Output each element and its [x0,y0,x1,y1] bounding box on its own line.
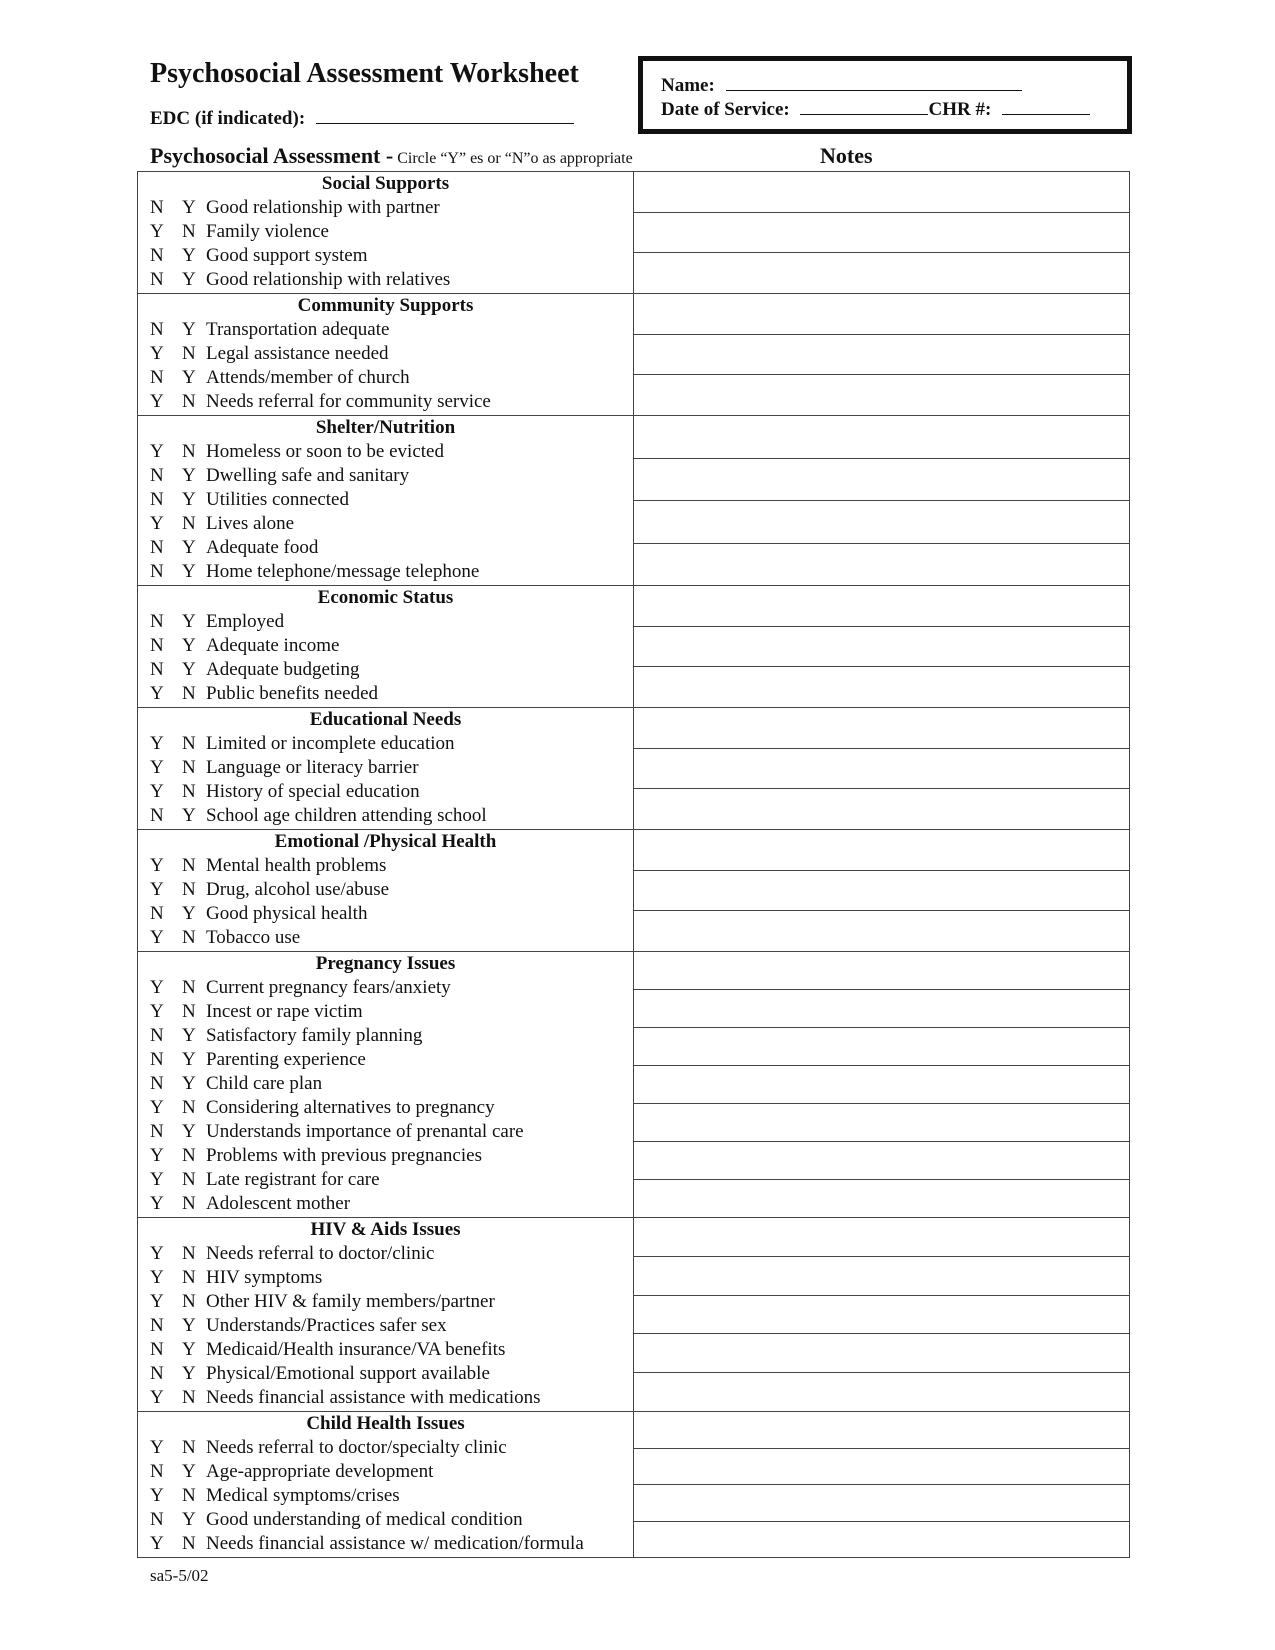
item-label: Transportation adequate [206,319,390,340]
answer-option-first[interactable]: N [150,1121,164,1142]
answer-option-first[interactable]: Y [150,977,164,998]
assessment-item [138,488,633,512]
item-label: Needs financial assistance w/ medication/formula [206,1533,584,1554]
notes-line[interactable] [634,459,1129,502]
answer-option-second[interactable]: Y [182,903,196,924]
section-items [138,1218,634,1411]
section-title: Social Supports [321,173,450,194]
answer-option-first[interactable]: Y [150,683,164,704]
notes-line[interactable] [634,871,1129,912]
item-label: Adequate budgeting [206,659,360,680]
item-label: Medical symptoms/crises [206,1485,400,1506]
answer-option-second[interactable]: N [182,855,196,876]
notes-area [634,172,1129,293]
assessment-item [138,682,633,706]
assessment-item [138,634,633,658]
assessment-item [138,732,633,756]
assessment-item [138,1144,633,1168]
notes-line[interactable] [634,830,1129,871]
section-social-supports [138,172,1129,294]
assessment-item [138,1192,633,1216]
section-items [138,416,634,585]
patient-id-box [638,56,1132,134]
answer-option-second[interactable]: Y [182,1121,196,1142]
answer-option-first[interactable]: N [150,1049,164,1070]
assessment-item [138,1290,633,1314]
item-label: Dwelling safe and sanitary [206,465,410,486]
item-label: Medicaid/Health insurance/VA benefits [206,1339,506,1360]
item-label: Tobacco use [206,927,301,948]
assessment-item [138,878,633,902]
item-label: Adolescent mother [206,1193,351,1214]
answer-option-first[interactable]: N [150,1339,164,1360]
notes-area [634,1412,1129,1557]
notes-line[interactable] [634,213,1129,254]
answer-option-first[interactable]: Y [150,1485,164,1506]
section-child-health-issues [138,1412,1129,1557]
assessment-item [138,1314,633,1338]
assessment-heading [150,143,633,169]
answer-option-second[interactable]: N [182,1485,196,1506]
item-label: Child care plan [206,1073,323,1094]
item-label: School age children attending school [206,805,487,826]
item-label: Attends/member of church [206,367,410,388]
answer-option-first[interactable]: Y [150,343,164,364]
item-label: Understands/Practices safer sex [206,1315,447,1336]
answer-option-second[interactable]: N [182,879,196,900]
answer-option-second[interactable]: Y [182,561,196,582]
item-label: Mental health problems [206,855,387,876]
answer-option-second[interactable]: N [182,391,196,412]
answer-option-second[interactable]: N [182,683,196,704]
notes-line[interactable] [634,416,1129,459]
assessment-heading-main: Psychosocial Assessment - [150,143,394,168]
answer-option-first[interactable]: N [150,367,164,388]
answer-option-first[interactable]: N [150,1363,164,1384]
answer-option-second[interactable]: N [182,343,196,364]
date-of-service-field [661,98,1090,121]
assessment-item [138,512,633,536]
section-title: Community Supports [297,295,474,316]
answer-option-first[interactable]: Y [150,879,164,900]
section-items [138,830,634,951]
item-label: Considering alternatives to pregnancy [206,1097,495,1118]
answer-option-second[interactable]: N [182,1001,196,1022]
answer-option-first[interactable]: Y [150,1097,164,1118]
section-shelter-nutrition [138,416,1129,586]
answer-option-second[interactable]: Y [182,805,196,826]
section-hiv-aids-issues [138,1218,1129,1412]
item-label: Lives alone [206,513,295,534]
answer-option-first[interactable]: Y [150,513,164,534]
answer-option-first[interactable]: N [150,1025,164,1046]
assessment-item [138,560,633,584]
notes-line[interactable] [634,708,1129,749]
answer-option-first[interactable]: Y [150,1267,164,1288]
notes-area [634,416,1129,585]
form-code: sa5-5/02 [150,1566,209,1585]
assessment-item [138,1338,633,1362]
assessment-item [138,658,633,682]
notes-line[interactable] [634,627,1129,668]
notes-line[interactable] [634,501,1129,544]
notes-area [634,586,1129,707]
answer-option-second[interactable]: Y [182,1073,196,1094]
item-label: Understands importance of prenantal care [206,1121,524,1142]
notes-line[interactable] [634,544,1129,586]
notes-line[interactable] [634,749,1129,790]
answer-option-first[interactable]: Y [150,1145,164,1166]
assessment-item [138,780,633,804]
item-label: Age-appropriate development [206,1461,434,1482]
notes-line[interactable] [634,1028,1129,1066]
answer-option-first[interactable]: Y [150,1387,164,1408]
answer-option-first[interactable]: Y [150,1437,164,1458]
section-items [138,1412,634,1557]
chr-input-line[interactable] [1002,98,1090,115]
answer-option-second[interactable]: N [182,1533,196,1554]
answer-option-first[interactable]: N [150,635,164,656]
item-label: Needs referral to doctor/specialty clinic [206,1437,507,1458]
section-title: Emotional /Physical Health [274,831,497,852]
assessment-item [138,244,633,268]
page-title: Psychosocial Assessment Worksheet [150,58,579,89]
name-label: Name: [661,75,715,96]
answer-option-second[interactable]: N [182,1243,196,1264]
item-label: Adequate income [206,635,340,656]
answer-option-first[interactable]: N [150,1509,164,1530]
notes-area [634,830,1129,951]
assessment-item [138,1120,633,1144]
assessment-form [137,171,1130,1558]
assessment-item [138,804,633,828]
answer-option-first[interactable]: N [150,903,164,924]
item-label: Family violence [206,221,329,242]
assessment-item [138,1436,633,1460]
date-of-service-input-line[interactable] [800,98,928,115]
section-title: Economic Status [317,587,454,608]
answer-option-second[interactable]: Y [182,1509,196,1530]
assessment-item [138,1484,633,1508]
notes-line[interactable] [634,1257,1129,1296]
answer-option-second[interactable]: Y [182,245,196,266]
assessment-item [138,1266,633,1290]
item-label: Needs referral for community service [206,391,491,412]
edc-label: EDC (if indicated): [150,108,306,129]
answer-option-first[interactable]: N [150,805,164,826]
section-items [138,586,634,707]
answer-option-first[interactable]: Y [150,221,164,242]
answer-option-first[interactable]: N [150,197,164,218]
notes-line[interactable] [634,990,1129,1028]
answer-option-second[interactable]: Y [182,537,196,558]
answer-option-first[interactable]: N [150,269,164,290]
name-input-line[interactable] [726,74,1022,91]
notes-line[interactable] [634,1066,1129,1104]
answer-option-second[interactable]: Y [182,465,196,486]
section-title: Pregnancy Issues [315,953,456,974]
item-label: Homeless or soon to be evicted [206,441,444,462]
assessment-item [138,902,633,926]
item-label: Problems with previous pregnancies [206,1145,482,1166]
assessment-item [138,1048,633,1072]
item-label: Good support system [206,245,368,266]
item-label: Legal assistance needed [206,343,389,364]
assessment-item [138,390,633,414]
answer-option-first[interactable]: Y [150,441,164,462]
notes-line[interactable] [634,789,1129,829]
answer-option-second[interactable]: N [182,1437,196,1458]
item-label: Public benefits needed [206,683,379,704]
assessment-item [138,1508,633,1532]
answer-option-first[interactable]: N [150,319,164,340]
notes-area [634,708,1129,829]
item-label: Late registrant for care [206,1169,380,1190]
answer-option-second[interactable]: Y [182,319,196,340]
answer-option-second[interactable]: N [182,733,196,754]
answer-option-second[interactable]: N [182,1387,196,1408]
chr-label: CHR #: [928,99,992,120]
item-label: Current pregnancy fears/anxiety [206,977,451,998]
assessment-item [138,1024,633,1048]
item-label: Other HIV & family members/partner [206,1291,495,1312]
assessment-item [138,1072,633,1096]
section-emotional-physical-health [138,830,1129,952]
item-label: Good relationship with relatives [206,269,451,290]
section-items [138,294,634,415]
notes-line[interactable] [634,172,1129,213]
item-label: HIV symptoms [206,1267,323,1288]
assessment-item [138,536,633,560]
assessment-item [138,756,633,780]
assessment-item [138,366,633,390]
answer-option-second[interactable]: Y [182,197,196,218]
assessment-instruction: Circle “Y” es or “N”o as appropriate [393,150,633,167]
notes-line[interactable] [634,667,1129,707]
notes-line[interactable] [634,1104,1129,1142]
section-items [138,708,634,829]
assessment-item [138,1532,633,1556]
answer-option-first[interactable]: N [150,245,164,266]
answer-option-second[interactable]: N [182,781,196,802]
item-label: Incest or rape victim [206,1001,363,1022]
name-field [661,74,1022,97]
assessment-item [138,1168,633,1192]
answer-option-second[interactable]: Y [182,1315,196,1336]
section-title: Shelter/Nutrition [315,417,456,438]
section-title: HIV & Aids Issues [310,1219,461,1240]
answer-option-second[interactable]: Y [182,1049,196,1070]
notes-line[interactable] [634,1180,1129,1217]
assessment-item [138,318,633,342]
notes-line[interactable] [634,253,1129,293]
section-economic-status [138,586,1129,708]
answer-option-first[interactable]: N [150,561,164,582]
answer-option-second[interactable]: Y [182,659,196,680]
notes-line[interactable] [634,1296,1129,1335]
answer-option-first[interactable]: Y [150,1291,164,1312]
notes-line[interactable] [634,1449,1129,1486]
assessment-item [138,268,633,292]
answer-option-second[interactable]: N [182,977,196,998]
item-label: Drug, alcohol use/abuse [206,879,390,900]
answer-option-second[interactable]: N [182,1145,196,1166]
assessment-item [138,1460,633,1484]
section-title: Educational Needs [309,709,462,730]
answer-option-first[interactable]: Y [150,1193,164,1214]
notes-line[interactable] [634,294,1129,335]
notes-line[interactable] [634,586,1129,627]
assessment-item [138,1096,633,1120]
item-label: Satisfactory family planning [206,1025,423,1046]
assessment-item [138,1386,633,1410]
item-label: Adequate food [206,537,319,558]
assessment-item [138,196,633,220]
notes-line[interactable] [634,911,1129,951]
notes-line[interactable] [634,952,1129,990]
answer-option-second[interactable]: Y [182,1363,196,1384]
notes-line[interactable] [634,1412,1129,1449]
answer-option-second[interactable]: Y [182,269,196,290]
assessment-item [138,220,633,244]
assessment-item [138,1242,633,1266]
answer-option-first[interactable]: Y [150,391,164,412]
item-label: Good understanding of medical condition [206,1509,523,1530]
notes-line[interactable] [634,1142,1129,1180]
item-label: Employed [206,611,285,632]
answer-option-second[interactable]: N [182,441,196,462]
notes-area [634,294,1129,415]
notes-line[interactable] [634,1373,1129,1411]
answer-option-first[interactable]: Y [150,733,164,754]
notes-line[interactable] [634,1522,1129,1558]
edc-input-line[interactable] [316,107,574,124]
answer-option-first[interactable]: N [150,537,164,558]
notes-heading: Notes [820,143,873,168]
assessment-item [138,464,633,488]
answer-option-second[interactable]: N [182,1169,196,1190]
answer-option-first[interactable]: Y [150,1533,164,1554]
section-community-supports [138,294,1129,416]
notes-line[interactable] [634,1485,1129,1522]
section-educational-needs [138,708,1129,830]
section-items [138,952,634,1217]
assessment-item [138,1362,633,1386]
answer-option-first[interactable]: Y [150,1001,164,1022]
notes-line[interactable] [634,1218,1129,1257]
answer-option-second[interactable]: N [182,513,196,534]
item-label: Good physical health [206,903,368,924]
answer-option-first[interactable]: Y [150,855,164,876]
item-label: History of special education [206,781,420,802]
answer-option-second[interactable]: Y [182,1339,196,1360]
answer-option-first[interactable]: N [150,1461,164,1482]
notes-area [634,1218,1129,1411]
notes-line[interactable] [634,375,1129,415]
answer-option-first[interactable]: N [150,611,164,632]
answer-option-first[interactable]: Y [150,781,164,802]
item-label: Parenting experience [206,1049,366,1070]
notes-line[interactable] [634,1334,1129,1373]
section-title: Child Health Issues [306,1413,465,1434]
item-label: Utilities connected [206,489,349,510]
answer-option-first[interactable]: N [150,1073,164,1094]
answer-option-second[interactable]: N [182,1193,196,1214]
answer-option-second[interactable]: N [182,927,196,948]
item-label: Needs financial assistance with medications [206,1387,541,1408]
item-label: Needs referral to doctor/clinic [206,1243,435,1264]
answer-option-second[interactable]: N [182,1291,196,1312]
answer-option-first[interactable]: N [150,1315,164,1336]
assessment-item [138,926,633,950]
answer-option-first[interactable]: Y [150,927,164,948]
item-label: Physical/Emotional support available [206,1363,490,1384]
assessment-item [138,976,633,1000]
answer-option-second[interactable]: Y [182,1461,196,1482]
answer-option-first[interactable]: Y [150,1169,164,1190]
item-label: Home telephone/message telephone [206,561,480,582]
answer-option-first[interactable]: Y [150,757,164,778]
item-label: Good relationship with partner [206,197,440,218]
answer-option-first[interactable]: N [150,465,164,486]
assessment-item [138,342,633,366]
section-pregnancy-issues [138,952,1129,1218]
answer-option-second[interactable]: N [182,757,196,778]
answer-option-second[interactable]: Y [182,611,196,632]
answer-option-second[interactable]: Y [182,489,196,510]
assessment-item [138,854,633,878]
answer-option-second[interactable]: Y [182,1025,196,1046]
answer-option-second[interactable]: Y [182,367,196,388]
item-label: Limited or incomplete education [206,733,455,754]
notes-line[interactable] [634,335,1129,376]
assessment-item [138,440,633,464]
notes-area [634,952,1129,1217]
answer-option-first[interactable]: N [150,489,164,510]
assessment-item [138,1000,633,1024]
assessment-item [138,610,633,634]
answer-option-second[interactable]: Y [182,635,196,656]
item-label: Language or literacy barrier [206,757,419,778]
date-of-service-label: Date of Service: [661,99,790,120]
answer-option-second[interactable]: N [182,1097,196,1118]
answer-option-first[interactable]: N [150,659,164,680]
answer-option-second[interactable]: N [182,1267,196,1288]
edc-field [150,107,574,130]
answer-option-first[interactable]: Y [150,1243,164,1264]
answer-option-second[interactable]: N [182,221,196,242]
section-items [138,172,634,293]
